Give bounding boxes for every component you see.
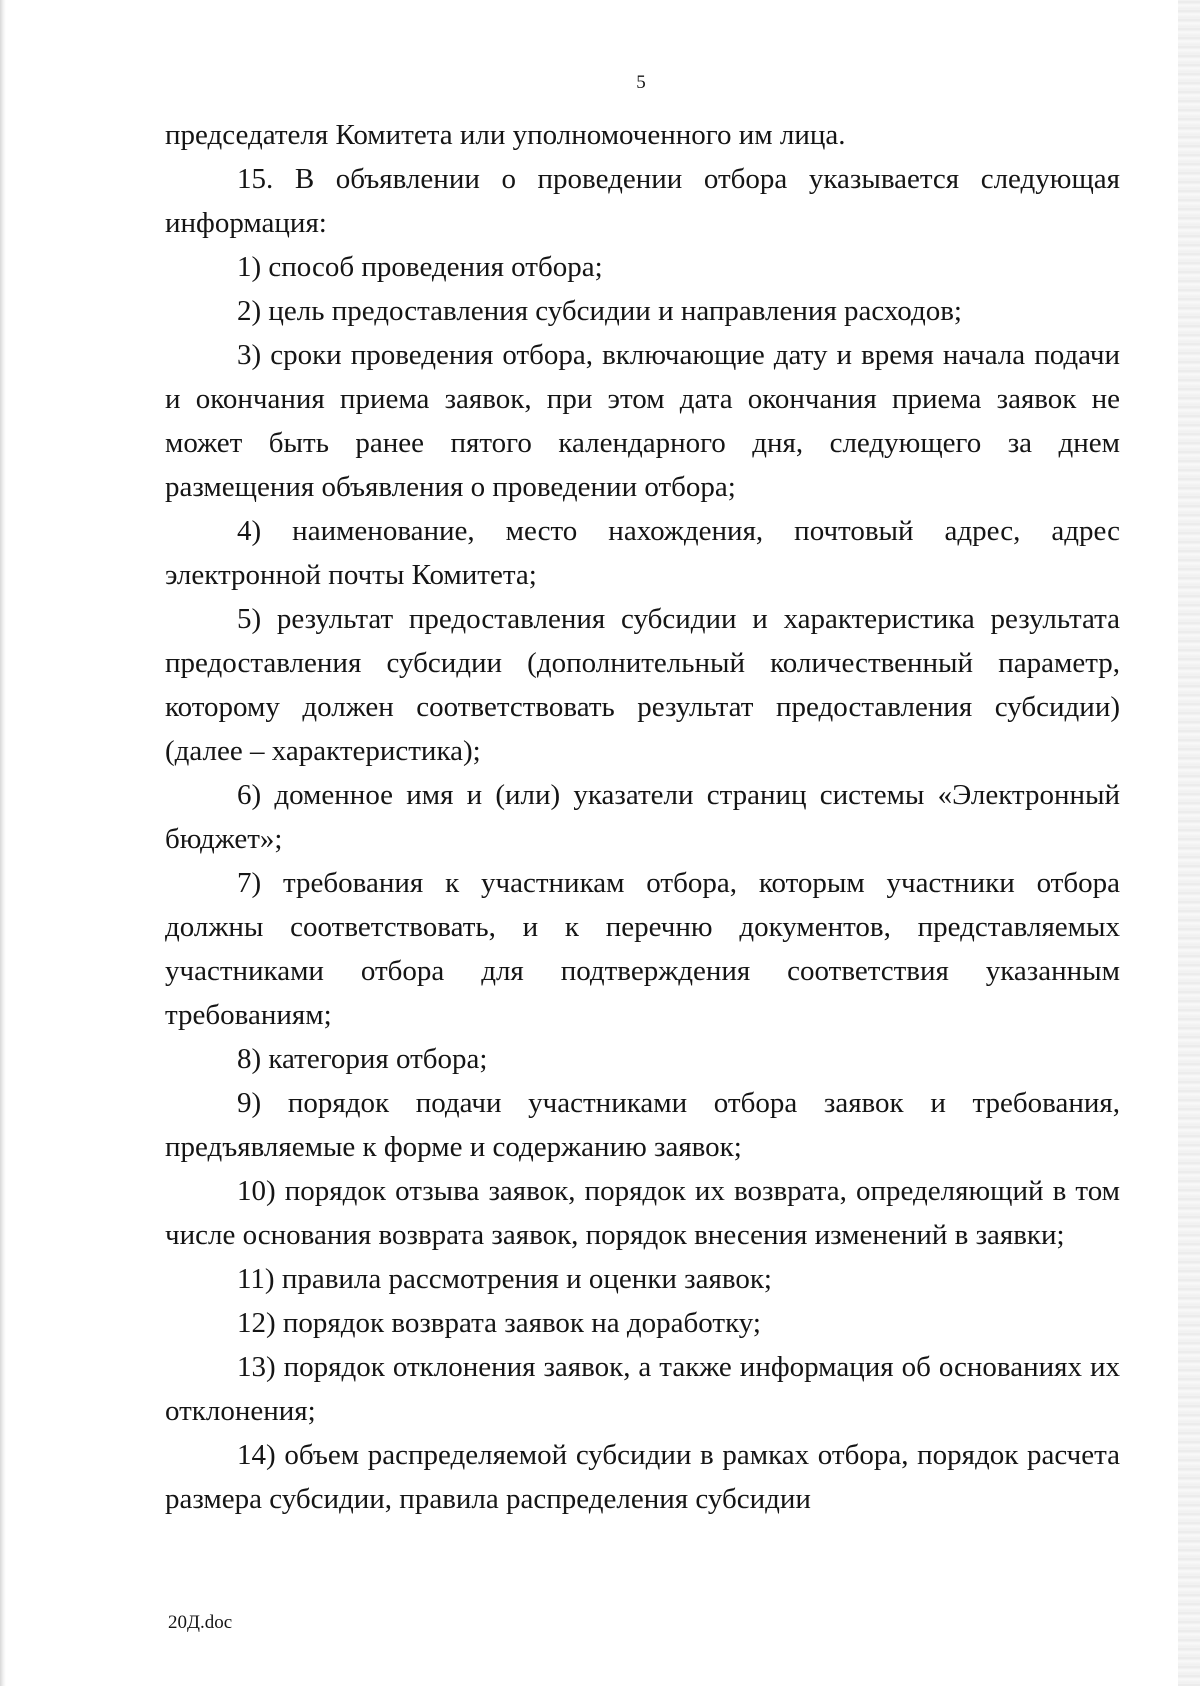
list-item-7: 7) требования к участникам отбора, которым участники отбора должны соответствовать, и к перечню документов, представляемых участниками отбора для подтверждения соответствия указанным требованиям; <box>165 867 1120 1031</box>
list-item-6: 6) доменное имя и (или) указатели страниц системы «Электронный бюджет»; <box>165 779 1120 855</box>
list-item-13: 13) порядок отклонения заявок, а также информация об основаниях их отклонения; <box>165 1351 1120 1427</box>
list-item-4: 4) наименование, место нахождения, почтовый адрес, адрес электронной почты Комитета; <box>165 515 1120 591</box>
list-item-11: 11) правила рассмотрения и оценки заявок; <box>237 1263 772 1295</box>
footer-filename: 20Д.doc <box>168 1612 233 1633</box>
scan-edge-right <box>1178 0 1200 1686</box>
list-item-12: 12) порядок возврата заявок на доработку; <box>237 1307 761 1339</box>
list-item-3: 3) сроки проведения отбора, включающие дату и время начала подачи и окончания приема заявок, при этом дата окончания приема заявок не может быть ранее пятого календарного дня, следующего за днем размещения объявления о проведении отбора; <box>165 339 1120 503</box>
list-item-2: 2) цель предоставления субсидии и направления расходов; <box>237 295 962 327</box>
list-item-9: 9) порядок подачи участниками отбора заявок и требования, предъявляемые к форме и содержанию заявок; <box>165 1087 1120 1163</box>
scan-edge-left <box>0 0 6 1686</box>
list-item-8: 8) категория отбора; <box>237 1043 488 1075</box>
list-item-1: 1) способ проведения отбора; <box>237 251 603 283</box>
list-item-10: 10) порядок отзыва заявок, порядок их возврата, определяющий в том числе основания возврата заявок, порядок внесения изменений в заявки; <box>165 1175 1120 1251</box>
list-item-14: 14) объем распределяемой субсидии в рамках отбора, порядок расчета размера субсидии, правила распределения субсидии <box>165 1439 1120 1515</box>
page-number: 5 <box>636 72 646 93</box>
paragraph-continuation: председателя Комитета или уполномоченного им лица. <box>165 119 846 151</box>
document-body <box>165 113 1120 1521</box>
list-item-5: 5) результат предоставления субсидии и характеристика результата предоставления субсидии (дополнительный количественный параметр, которому должен соответствовать результат предоставления субсидии) (далее – характеристика); <box>165 603 1120 767</box>
paragraph-item-15: 15. В объявлении о проведении отбора указывается следующая информация: <box>165 163 1120 239</box>
